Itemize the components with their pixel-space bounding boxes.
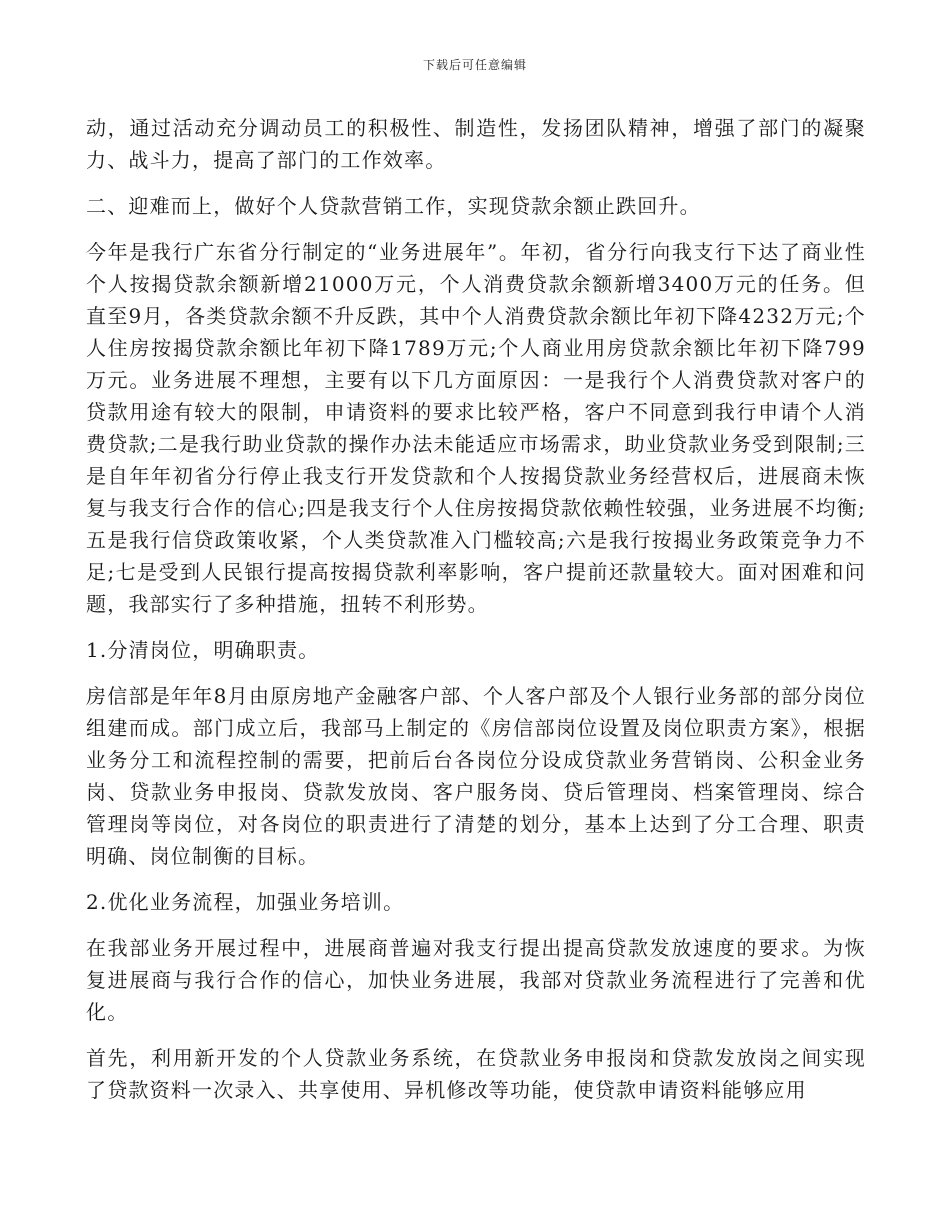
paragraph: 在我部业务开展过程中，进展商普遍对我支行提出提高贷款发放速度的要求。为恢复进展商与我行合作的信心，加快业务进展，我部对贷款业务流程进行了完善和优化。 [86,936,866,1024]
section-heading: 二、迎难而上，做好个人贷款营销工作，实现贷款余额止跌回升。 [86,194,701,218]
header-note: 下载后可任意编辑 [422,58,527,72]
paragraph: 首先，利用新开发的个人贷款业务系统，在贷款业务申报岗和贷款发放岗之间实现了贷款资料一次录入、共享使用、异机修改等功能，使贷款申请资料能够应用 [86,1046,866,1102]
subsection-heading: 1.分清岗位，明确职责。 [86,638,320,662]
document-body [86,112,866,1120]
subsection-heading: 2.优化业务流程，加强业务培训。 [86,890,405,914]
paragraph: 今年是我行广东省分行制定的“业务进展年”。年初，省分行向我支行下达了商业性个人按揭贷款余额新增21000万元，个人消费贷款余额新增3400万元的任务。但直至9月，各类贷款余额不升反跌，其中个人消费贷款余额比年初下降4232万元;个人住房按揭贷款余额比年初下降1789万元;个人商业用房贷款余额比年初下降799万元。业务进展不理想，主要有以下几方面原因：一是我行个人消费贷款对客户的贷款用途有较大的限制，申请资料的要求比较严格，客户不同意到我行申请个人消费贷款;二是我行助业贷款的操作办法未能适应市场需求，助业贷款业务受到限制;三是自年年初省分行停止我支行开发贷款和个人按揭贷款业务经营权后，进展商未恢复与我支行合作的信心;四是我支行个人住房按揭贷款依赖性较强，业务进展不均衡;五是我行信贷政策收紧，个人类贷款准入门槛较高;六是我行按揭业务政策竞争力不足;七是受到人民银行提高按揭贷款利率影响，客户提前还款量较大。面对困难和问题，我部实行了多种措施，扭转不利形势。 [86,240,866,616]
paragraph: 房信部是年年8月由原房地产金融客户部、个人客户部及个人银行业务部的部分岗位组建而成。部门成立后，我部马上制定的《房信部岗位设置及岗位职责方案》，根据业务分工和流程控制的需要，把前后台各岗位分设成贷款业务营销岗、公积金业务岗、贷款业务申报岗、贷款发放岗、客户服务岗、贷后管理岗、档案管理岗、综合管理岗等岗位，对各岗位的职责进行了清楚的划分，基本上达到了分工合理、职责明确、岗位制衡的目标。 [86,684,866,868]
paragraph: 动，通过活动充分调动员工的积极性、制造性，发扬团队精神，增强了部门的凝聚力、战斗力，提高了部门的工作效率。 [86,116,866,172]
